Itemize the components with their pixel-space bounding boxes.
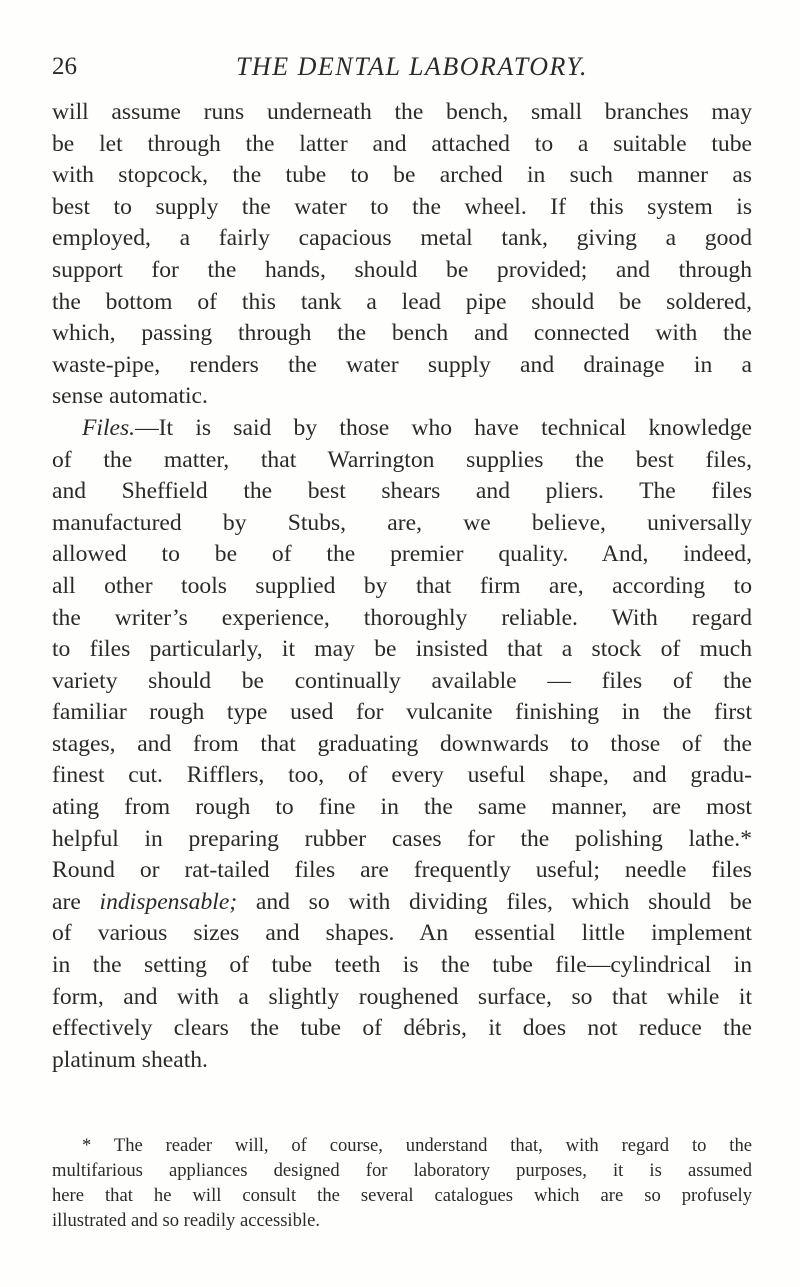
- text-line: familiar rough type used for vulcanite finishing in the first: [52, 699, 752, 726]
- text-line: best to supply the water to the wheel. If this system is: [52, 193, 752, 220]
- page-header: [52, 52, 752, 92]
- body-text: [52, 97, 752, 1076]
- text-line: helpful in preparing rubber cases for the polishing lathe.*: [52, 825, 752, 852]
- text-line: form, and with a slightly roughened surface, so that while it: [52, 983, 752, 1010]
- text-line: variety should be continually available — files of the: [52, 667, 752, 694]
- text-fragment: are: [52, 888, 100, 915]
- text-line: employed, a fairly capacious metal tank, giving a good: [52, 225, 752, 252]
- text-line: to files particularly, it may be insisted that a stock of much: [52, 636, 752, 663]
- text-line: in the setting of tube teeth is the tube file—cylindrical in: [52, 952, 752, 979]
- text-line: waste-pipe, renders the water supply and drainage in a: [52, 351, 752, 378]
- text-line: Round or rat-tailed files are frequently useful; needle files: [52, 857, 752, 884]
- text-line: sense automatic.: [52, 383, 208, 410]
- footnote-line: * The reader will, of course, understand that, with regard to the: [82, 1135, 752, 1156]
- text-fragment: —It is said by those who have technical knowledge: [135, 414, 752, 441]
- text-line: effectively clears the tube of débris, it does not reduce the: [52, 1015, 752, 1042]
- text-line: allowed to be of the premier quality. And, indeed,: [52, 541, 752, 568]
- text-line: and Sheffield the best shears and pliers. The files: [52, 478, 752, 505]
- emphasis-indispensable: indispensable;: [99, 888, 238, 915]
- paragraph-files: [52, 413, 752, 1076]
- text-line: [52, 413, 752, 445]
- text-line: of the matter, that Warrington supplies the best files,: [52, 446, 752, 473]
- footnote-line: illustrated and so readily accessible.: [52, 1210, 320, 1231]
- text-line: the writer’s experience, thoroughly reliable. With regard: [52, 604, 752, 631]
- text-line: of various sizes and shapes. An essential little implement: [52, 920, 752, 947]
- text-fragment: and so with dividing files, which should be: [237, 888, 752, 915]
- text-line: platinum sheath.: [52, 1046, 208, 1073]
- text-line: ating from rough to fine in the same manner, are most: [52, 794, 752, 821]
- text-line: [52, 887, 752, 919]
- text-line: with stopcock, the tube to be arched in such manner as: [52, 162, 752, 189]
- text-line: finest cut. Rifflers, too, of every useful shape, and gradu-: [52, 762, 752, 789]
- page-number: 26: [52, 53, 77, 80]
- footnote-line: multifarious appliances designed for laboratory purposes, it is assumed: [52, 1160, 752, 1181]
- text-line: support for the hands, should be provided; and through: [52, 256, 752, 283]
- text-line: which, passing through the bench and connected with the: [52, 320, 752, 347]
- text-line: will assume runs underneath the bench, small branches may: [52, 99, 752, 125]
- text-line: all other tools supplied by that firm are, according to: [52, 572, 752, 599]
- text-line: the bottom of this tank a lead pipe should be soldered,: [52, 288, 752, 315]
- text-line: stages, and from that graduating downwards to those of the: [52, 730, 752, 757]
- section-heading-files: Files.: [82, 414, 136, 441]
- footnote-line: here that he will consult the several catalogues which are so profusely: [52, 1185, 752, 1206]
- footnote: [52, 1133, 752, 1233]
- running-title: THE DENTAL LABORATORY.: [235, 52, 589, 81]
- paragraph-water-supply: [52, 97, 752, 413]
- text-line: be let through the latter and attached to a suitable tube: [52, 130, 752, 157]
- text-line: manufactured by Stubs, are, we believe, universally: [52, 509, 752, 536]
